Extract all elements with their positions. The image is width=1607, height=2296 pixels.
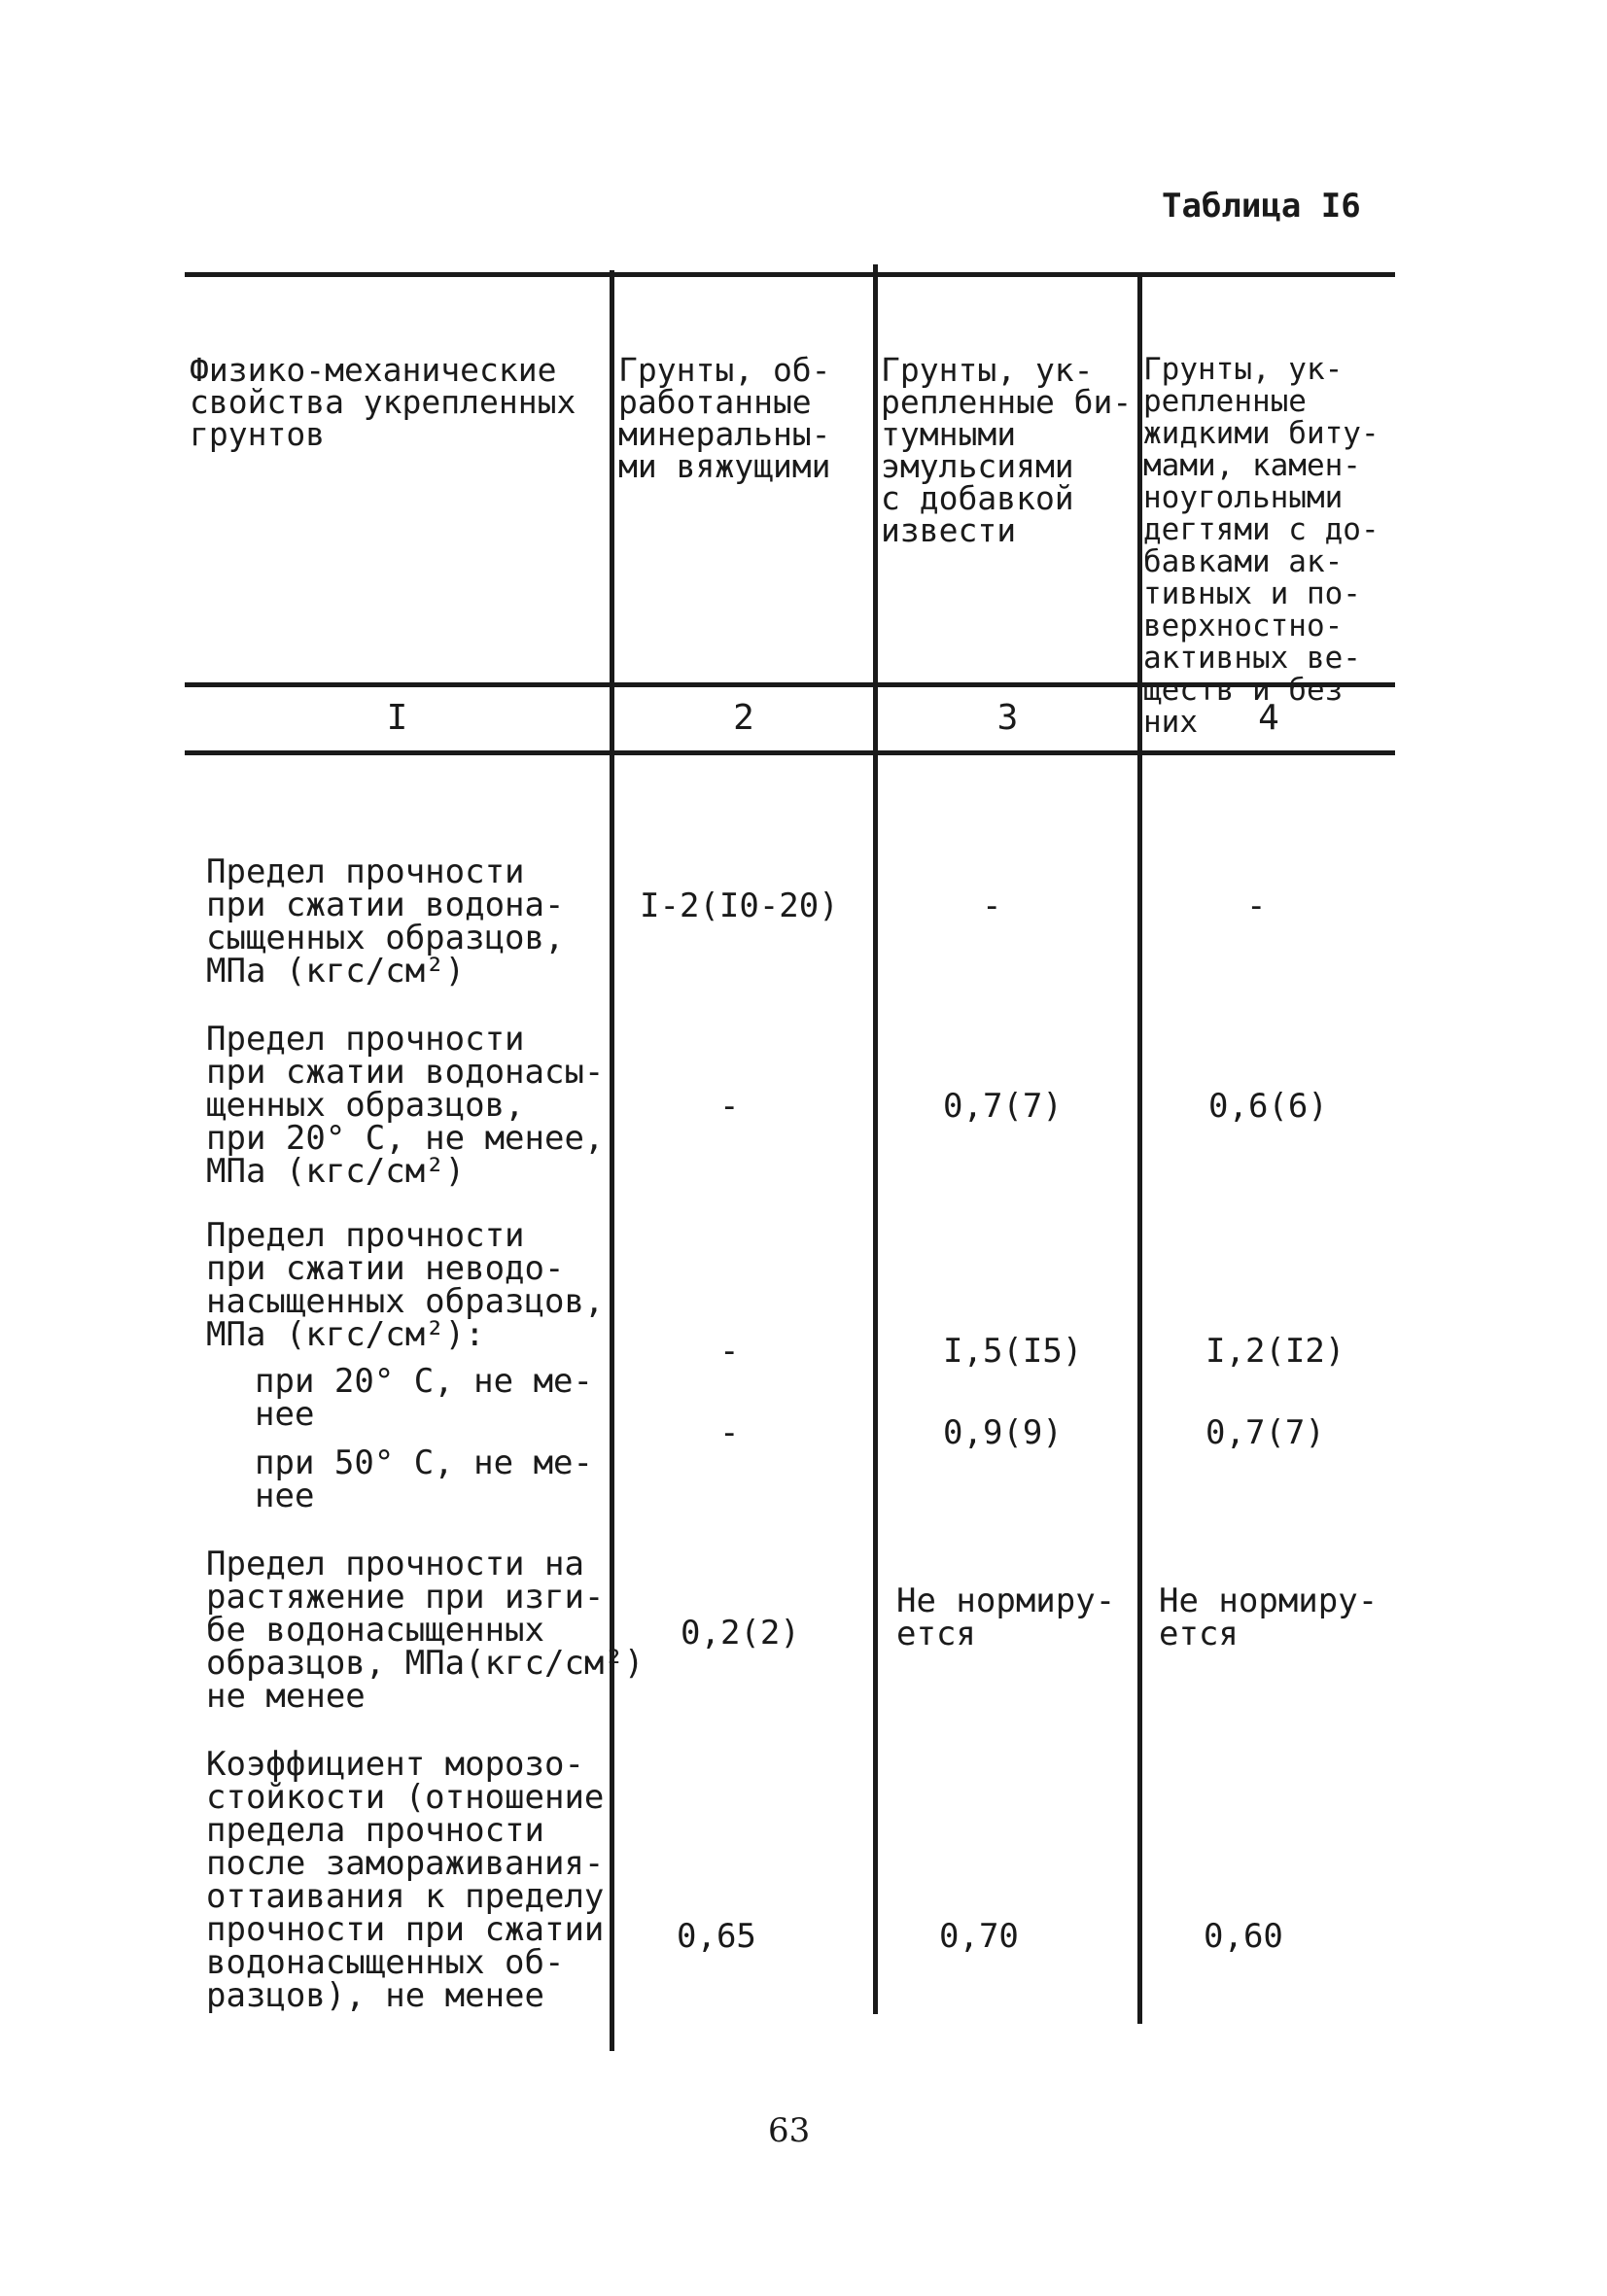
column-divider-1: [610, 270, 614, 2051]
row-6-col2-value: 0,2(2): [681, 1614, 800, 1652]
header-col3: Грунты, ук- репленные би- тумными эмульсиями с добавкой извести: [881, 351, 1133, 549]
row-4-description: при 20° С, не ме- нее: [255, 1362, 593, 1434]
row-3-description: Предел прочности при сжатии неводо- насыщенных образцов, МПа (кгс/см²):: [206, 1216, 605, 1354]
row-5-col4-value: 0,7(7): [1205, 1413, 1325, 1452]
col-number-3: 3: [996, 698, 1019, 738]
row-2-col4-value: 0,6(6): [1208, 1087, 1328, 1126]
row-7-col2-value: 0,65: [677, 1917, 756, 1956]
col-number-4: 4: [1258, 698, 1279, 738]
row-6-description: Предел прочности на растяжение при изги- бе водонасыщенных образцов, МПа(кгс/см²) не менее: [206, 1545, 645, 1716]
row-5-description: при 50° С, не ме- нее: [255, 1444, 593, 1515]
row-2-description: Предел прочности при сжатии водонасы- щенных образцов, при 20° С, не менее, МПа (кгс/см²): [206, 1020, 605, 1191]
header-col1: Физико-механические свойства укрепленных грунтов: [190, 351, 576, 453]
col-number-2: 2: [733, 698, 754, 738]
row-4-col3-value: I,5(I5): [943, 1332, 1083, 1371]
row-1-col2-value: I-2(I0-20): [640, 887, 839, 925]
row-7-col4-value: 0,60: [1204, 1917, 1283, 1956]
column-divider-3: [1137, 274, 1142, 2024]
row-7-col3-value: 0,70: [939, 1917, 1019, 1956]
table-title: Таблица I6: [1162, 187, 1361, 226]
row-1-description: Предел прочности при сжатии водона- сыщенных образцов, МПа (кгс/см²): [206, 852, 565, 991]
row-1-col4-value: -: [1246, 887, 1267, 925]
row-5-col3-value: 0,9(9): [943, 1413, 1063, 1452]
table-top-rule: [185, 272, 1395, 277]
row-6-col3-value: Не нормиру- ется: [896, 1582, 1116, 1653]
row-1-col3-value: -: [982, 887, 1002, 925]
row-6-col4-value: Не нормиру- ется: [1159, 1582, 1379, 1653]
row-4-col2-value: -: [719, 1332, 740, 1371]
page-number: 63: [768, 2111, 811, 2150]
row-2-col3-value: 0,7(7): [943, 1087, 1063, 1126]
row-2-col2-value: -: [719, 1087, 740, 1126]
column-divider-2: [873, 264, 878, 2014]
header-col2: Грунты, об- работанные минеральны- ми вяжущими: [618, 351, 831, 485]
row-7-description: Коэффициент морозо- стойкости (отношение предела прочности после замораживания- оттаивания к пределу прочности при сжатии водонасыщенных об- разцов), не менее: [206, 1745, 605, 2015]
col-number-1: I: [386, 698, 408, 738]
row-5-col2-value: -: [719, 1413, 740, 1452]
header-col4: Грунты, ук- репленные жидкими биту- мами, камен- ноугольными дегтями с до- бавками ак- тивных и по- верхностно- активных ве- ществ и без них: [1143, 352, 1380, 740]
row-4-col4-value: I,2(I2): [1205, 1332, 1345, 1371]
